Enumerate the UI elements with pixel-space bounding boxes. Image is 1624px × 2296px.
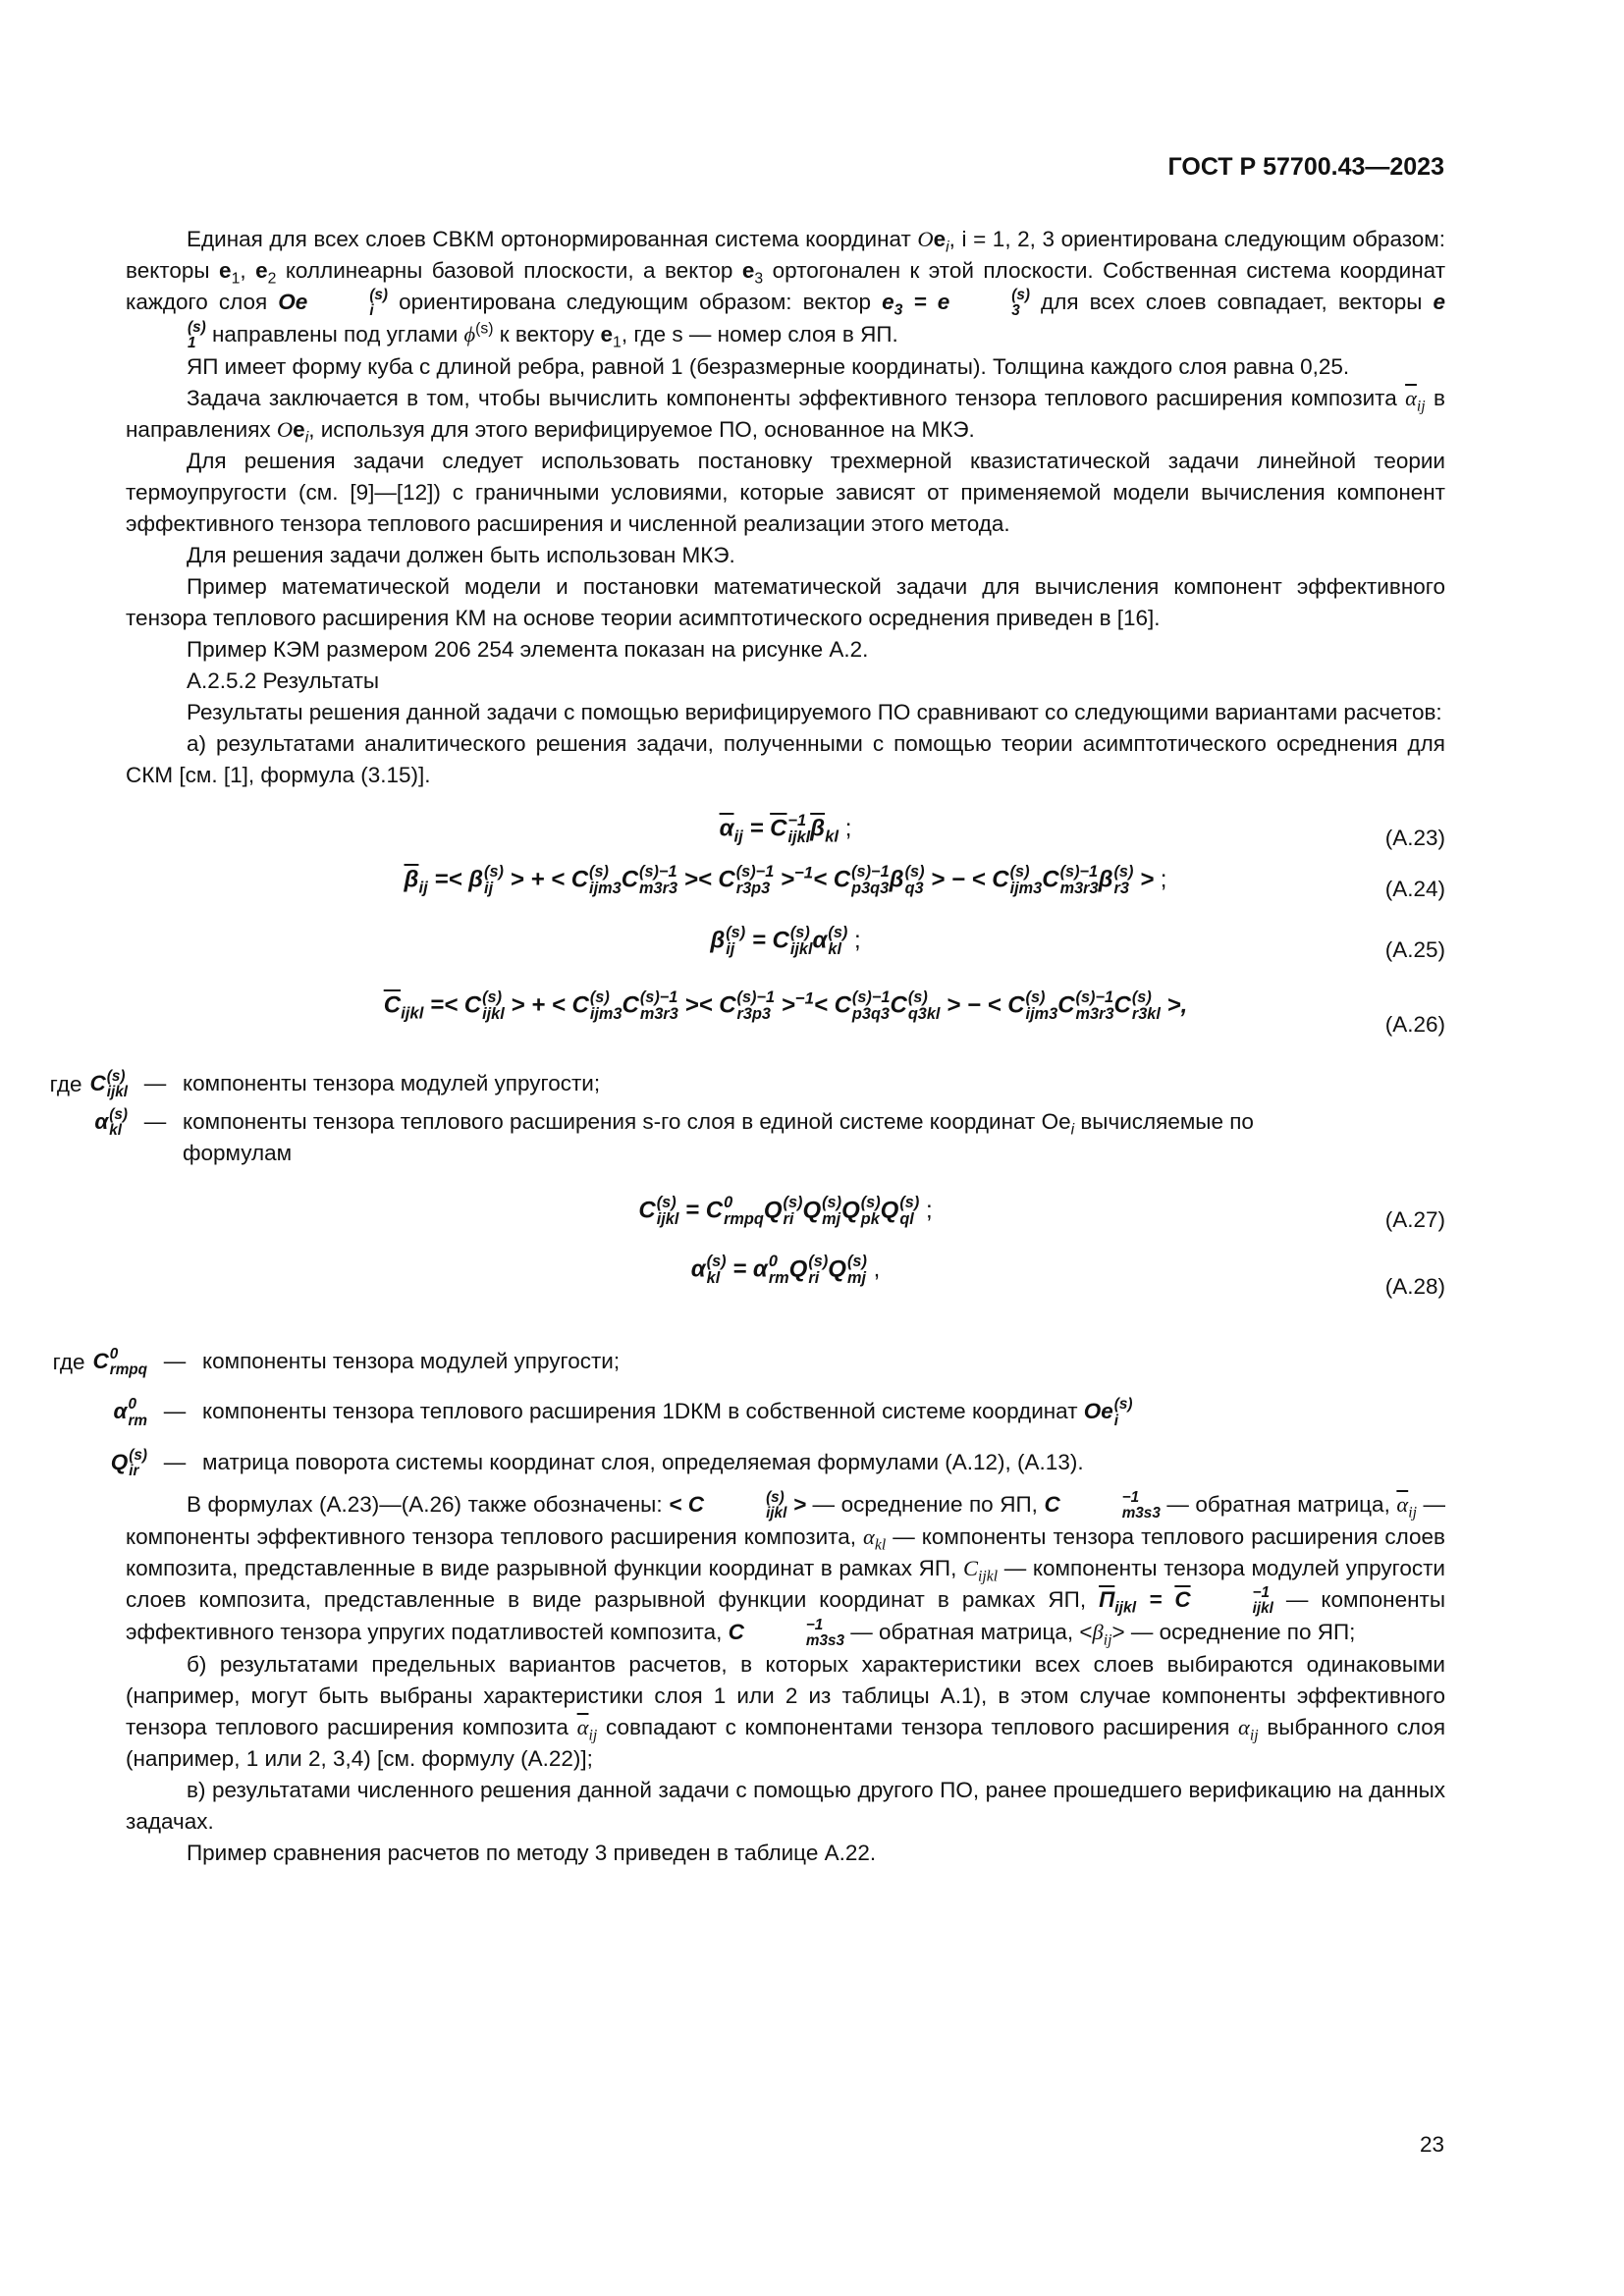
definition-item: где C (s) ijkl — компоненты тензора модулей упругости; [49,1068,601,1101]
equation-a25: β (s) ij = C (s) ijkl α (s) kl ; (А.25) [710,924,1445,963]
body-text [49,224,1446,1869]
definition-item: Q (s) ir — матрица поворота системы координат слоя, определяемая формулами (А.12), (А.13). [110,1446,1084,1479]
paragraph: в) результатами численного решения данной задачи с помощью другого ПО, ранее прошедшего верификацию на данных задачах. [126,1777,1445,1834]
paragraph: Для решения задачи следует использовать постановку трехмерной квазистатической задачи линейной теории термоупругости (см. [9]—[12]) с граничными условиями, которые зависят от применяемой модели вычисления компонент эффективного тензора теплового расширения и численной реализации этого метода. [126,449,1445,537]
paragraph: Для решения задачи должен быть использован МКЭ. [187,543,735,568]
section-heading: А.2.5.2 Результаты [187,668,380,694]
paragraph: ЯП имеет форму куба с длиной ребра, равной 1 (безразмерные координаты). Толщина каждого слоя равна 0,25. [187,354,1350,380]
equation-a27: C (s) ijkl = C 0 rmpq Q (s) ri Q (s) mj Q (s) pk Q (s) ql ; (А.27) [638,1194,1445,1233]
document-id: ГОСТ Р 57700.43—2023 [1167,153,1444,181]
paragraph: а) результатами аналитического решения задачи, полученными с помощью теории асимптотического осреднения для СКМ [см. [1], формула (3.15)]. [126,731,1445,788]
definition-item: где C 0 rmpq — компоненты тензора модулей упругости; [52,1346,621,1379]
equation-a26: $\overline{C}_{ijkl} =< C$ (s) ijkl > + < C (s) ijm3 C (s)−1 m3r3 >< C (s)−1 r3p3 >$^{-1}$< C (s)−1 p3q3 C (s) q3kl > − < C (s) ijm3 C (s)−1 m3r3 C (s) r3kl >, (А.26) [383,988,1445,1038]
equation-a28: α (s) kl = α 0 rm Q (s) ri Q (s) mj , (А.28) [690,1253,1445,1300]
definition-item: α (s) kl — компоненты тензора теплового расширения s-го слоя в единой системе координат $Oe_i$ вычисляемые по формулам [94,1106,1254,1166]
paragraph: В формулах (А.23)—(А.26) также обозначены: < C (s) ijkl > — осреднение по ЯП, C −1 m3s3 — обратная матрица, $\overline{\alpha}_{ij}$ — компоненты эффективного тензора теплового расширения композита, $\alpha_{kl}$ — компоненты тензора теплового расширения слоев композита, представленные в виде разрывной функции координат в рамках ЯП, $C_{ijkl}$ — компоненты тензора модулей упругости слоев композита, представленные в виде разрывной функции координат в рамках ЯП, $П_{ijkl} = \overline{C}$ −1 ijkl — компоненты эффективного тензора упругих податливостей композита, C −1 m3s3 — обратная матрица, $<\beta_{ij}>$ — осреднение по ЯП; [126,1488,1445,1649]
equation-a24: $\overline{\beta}_{ij} =< \beta$ (s) ij > + < C (s) ijm3 C (s)−1 m3r3 >< C (s)−1 r3p3 >$^{-1}$< C (s)−1 p3q3 β (s) q3 > − < C (s) ijm3 C (s)−1 m3r3 β (s) r3 > ; (А.24) [404,863,1445,902]
paragraph: Пример математической модели и постановки математической задачи для вычисления компонент эффективного тензора теплового расширения КМ на основе теории асимптотического осреднения приведен в [16]. [126,574,1445,631]
paragraph: б) результатами предельных вариантов расчетов, в которых характеристики всех слоев выбираются одинаковыми (например, могут быть выбраны характеристики слоя 1 или 2 из таблицы А.1), в этом случае компоненты эффективного тензора теплового расширения композита $\overline{\alpha}_{ij}$ совпадают с компонентами тензора теплового расширения $\alpha_{ij}$ выбранного слоя (например, 1 или 2, 3,4) [см. формулу (А.22)]; [126,1651,1446,1771]
page-number: 23 [1419,2132,1444,2157]
paragraph: Пример сравнения расчетов по методу 3 приведен в таблице А.22. [187,1840,877,1865]
definition-item: α 0 rm — компоненты тензора теплового расширения 1DКМ в собственной системе координат Oe (s) i [113,1396,1133,1429]
paragraph: Единая для всех слоев СВКМ ортонормированная система координат $Oe_i$, i = 1, 2, 3 ориентирована следующим образом: векторы $e_1$, $e_2$ коллинеарны базовой плоскости, а вектор $e_3$ ортогонален к этой плоскости. Собственная система координат каждого слоя Oe (s) i ориентирована следующим образом: вектор $e_3 = e$ (s) 3 для всех слоев совпадает, векторы e (s) 1 направлены под углами $\phi^{(s)}$ к вектору $e_1$, где s — номер слоя в ЯП. [126,227,1446,352]
paragraph: Пример КЭМ размером 206 254 элемента показан на рисунке А.2. [187,637,869,663]
equation-a23: $\overline{\alpha}_{ij} = \overline{C}$ −1 ijkl $\overline{\beta}_{kl}$ ; (А.23) [719,812,1445,851]
paragraph: Результаты решения данной задачи с помощью верифицируемого ПО сравнивают со следующими вариантами расчетов: [187,700,1442,725]
paragraph: Задача заключается в том, чтобы вычислить компоненты эффективного тензора теплового расширения композита $\overline{\alpha}_{ij}$ в направлениях $Oe_i$, используя для этого верифицируемое ПО, основанное на МКЭ. [126,386,1445,447]
